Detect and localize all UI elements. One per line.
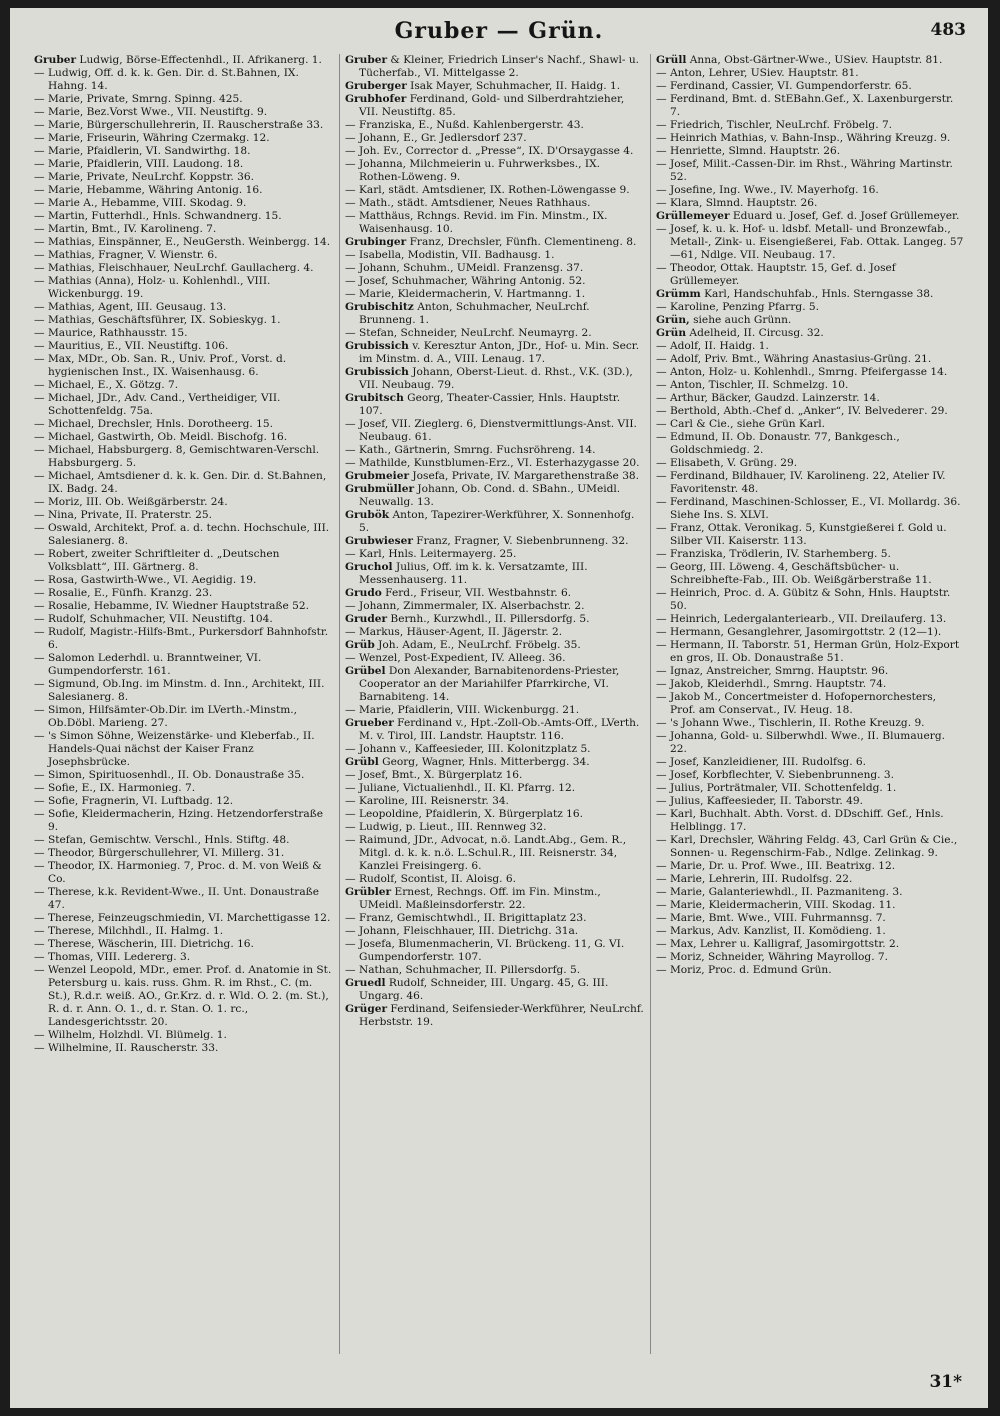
directory-entry: — Georg, III. Löweng. 4, Geschäftsbücher- u. Schreibhefte-Fab., III. Ob. Weißgärberstraße 11. [656,561,932,586]
directory-entry: — Klara, Slmnd. Hauptstr. 26. [656,197,818,209]
directory-entry: Gruchol Julius, Off. im k. k. Versatzamte, III. Messenhauserg. 11. [345,561,588,586]
directory-entry: Grubhofer Ferdinand, Gold- und Silberdrahtzieher, VII. Neustiftg. 85. [345,93,625,118]
surname-heading: Gruberger [345,80,407,92]
directory-entry: Gruber & Kleiner, Friedrich Linser's Nachf., Shawl- u. Tücherfab., VI. Mittelgasse 2. [345,54,640,79]
directory-entry: — Marie, Private, NeuLrchf. Koppstr. 36. [34,171,254,183]
surname-heading: Grübler [345,886,392,898]
directory-entry: — Ludwig, p. Lieut., III. Rennweg 32. [345,821,547,833]
page-header [10,18,988,48]
directory-entry: — Michael, Gastwirth, Ob. Meidl. Bischofg. 16. [34,431,288,443]
directory-entry: — Robert, zweiter Schriftleiter d. „Deutschen Volksblatt“, III. Gärtnerg. 8. [34,548,280,573]
directory-entry: — Edmund, II. Ob. Donaustr. 77, Bankgesch., Goldschmiedg. 2. [656,431,900,456]
surname-heading: Gruber [345,54,388,66]
directory-entry: — Marie, Pfaidlerin, VIII. Laudong. 18. [34,158,244,170]
directory-entry: — Michael, Drechsler, Hnls. Dorotheerg. 15. [34,418,273,430]
directory-entry: — Rosa, Gastwirth-Wwe., VI. Aegidig. 19. [34,574,257,586]
directory-entry: Gruedl Rudolf, Schneider, III. Ungarg. 45, G. III. Ungarg. 46. [345,977,609,1002]
directory-entry: — Franziska, E., Nußd. Kahlenbergerstr. 43. [345,119,584,131]
directory-entry: — Adolf, II. Haidg. 1. [656,340,769,352]
directory-entry: — Rosalie, E., Fünfh. Kranzg. 23. [34,587,213,599]
directory-entry: — Anton, Tischler, II. Schmelzg. 10. [656,379,849,391]
directory-entry: — Markus, Adv. Kanzlist, II. Komödieng. 1. [656,925,886,937]
surname-heading: Grubinger [345,236,407,248]
directory-entry: — Wilhelmine, II. Rauscherstr. 33. [34,1042,219,1054]
directory-entry: — Moriz, Schneider, Währing Mayrollog. 7. [656,951,889,963]
directory-entry: Gruber Ludwig, Börse-Effectenhdl., II. Afrikanerg. 1. [34,54,322,66]
directory-entry: — Franz, Ottak. Veronikag. 5, Kunstgießerei f. Gold u. Silber VII. Kaiserstr. 113. [656,522,947,547]
directory-entry: Grubinger Franz, Drechsler, Fünfh. Clementineng. 8. [345,236,637,248]
directory-entry: — Rudolf, Schuhmacher, VII. Neustiftg. 104. [34,613,273,625]
directory-entry: Grübler Ernest, Rechngs. Off. im Fin. Minstm., UMeidl. Maßleinsdorferstr. 22. [345,886,601,911]
directory-entry: — Karl, Drechsler, Währing Feldg. 43, Carl Grün & Cie., Sonnen- u. Regenschirm-Fab., Ndlge. Zelinkag. 9. [656,834,958,859]
directory-entry: — Mathilde, Kunstblumen-Erz., VI. Esterhazygasse 20. [345,457,640,469]
directory-entry: — Arthur, Bäcker, Gaudzd. Lainzerstr. 14. [656,392,880,404]
directory-entry: — Wenzel Leopold, MDr., emer. Prof. d. Anatomie in St. Petersburg u. kais. russ. Ghm. R. im Rhst., C. (m. St.), R.d.r. weiß. AO., Gr.Krz. d. r. Wld. O. 2. (m. St.), R. d. r. Ann. O. 1., d. r. Stan. O. 1. rc., Landesgerichtsstr. 20. [34,964,332,1028]
column-1 [34,54,334,1354]
surname-heading: Gruber [34,54,77,66]
directory-entry: — Johann, Fleischhauer, III. Dietrichg. 31a. [345,925,579,937]
directory-entry: — Therese, Wäscherin, III. Dietrichg. 16. [34,938,254,950]
directory-entry: Grübel Don Alexander, Barnabitenordens-Priester, Cooperator an der Mariahilfer Pfarrkirche, VI. Barnabiteng. 14. [345,665,620,703]
surname-heading: Grüb [345,639,375,651]
directory-entry: — Heinrich, Proc. d. A. Gübitz & Sohn, Hnls. Hauptstr. 50. [656,587,951,612]
directory-entry: Grubwieser Franz, Fragner, V. Siebenbrunneng. 32. [345,535,629,547]
directory-entry: — Josef, Kanzleidiener, III. Rudolfsg. 6. [656,756,867,768]
directory-entry: — Friedrich, Tischler, NeuLrchf. Fröbelg. 7. [656,119,893,131]
directory-entry: — Maurice, Rathhausstr. 15. [34,327,188,339]
surname-heading: Gruder [345,613,388,625]
directory-entry: — Math., städt. Amtsdiener, Neues Rathhaus. [345,197,591,209]
directory-entry: — Joh. Ev., Corrector d. „Presse“, IX. D'Orsaygasse 4. [345,145,634,157]
directory-entry: — Theodor, IX. Harmonieg. 7, Proc. d. M. von Weiß & Co. [34,860,322,885]
surname-heading: Grüger [345,1003,388,1015]
column-divider [650,54,651,1354]
directory-entry: — Wenzel, Post-Expedient, IV. Alleeg. 36. [345,652,566,664]
directory-entry: — Therese, k.k. Revident-Wwe., II. Unt. Donaustraße 47. [34,886,320,911]
surname-heading: Gruedl [345,977,386,989]
directory-entry: — Moriz, III. Ob. Weißgärberstr. 24. [34,496,228,508]
directory-entry: — Marie, Hebamme, Währing Antonig. 16. [34,184,263,196]
directory-entry: — Therese, Feinzeugschmiedin, VI. Marchettigasse 12. [34,912,331,924]
directory-entry: Grümm Karl, Handschuhfab., Hnls. Sterngasse 38. [656,288,934,300]
directory-entry: — Hermann, Gesanglehrer, Jasomirgottstr. 2 (12—1). [656,626,942,638]
directory-entry: — Raimund, JDr., Advocat, n.ö. Landt.Abg., Gem. R., Mitgl. d. k. k. n.ö. L.Schul.R., III. Reisnerstr. 34, Kanzlei Freisingerg. 6. [345,834,627,872]
surname-heading: Grubitsch [345,392,404,404]
directory-entry: — Johann, Schuhm., UMeidl. Franzensg. 37. [345,262,584,274]
directory-entry: Grubissich v. Keresztur Anton, JDr., Hof- u. Min. Secr. im Minstm. d. A., VIII. Lenaug. 17. [345,340,640,365]
directory-entry: — Berthold, Abth.-Chef d. „Anker“, IV. Belvederег. 29. [656,405,948,417]
page-number: 483 [930,20,966,40]
directory-entry: — Josefa, Blumenmacherin, VI. Brückeng. 11, G. VI. Gumpendorferstr. 107. [345,938,625,963]
directory-entry: — Max, MDr., Ob. San. R., Univ. Prof., Vorst. d. hygienischen Inst., IX. Waisenhausg. 6. [34,353,287,378]
directory-entry: Grüger Ferdinand, Seifensieder-Werkführer, NeuLrchf. Herbststr. 19. [345,1003,644,1028]
surname-heading: Grubischitz [345,301,414,313]
directory-entry: — Josef, k. u. k. Hof- u. ldsbf. Metall- und Bronzewfab., Metall-, Zink- u. Eisengießerei, Fab. Ottak. Langeg. 57—61, Ndlge. VII. Neubaug. 17. [656,223,964,261]
directory-entry: — Jakob M., Concertmeister d. Hofopernorchesters, Prof. am Conservat., IV. Heug. 18. [656,691,937,716]
directory-entry: — Martin, Futterhdl., Hnls. Schwandnerg. 15. [34,210,282,222]
directory-entry: — Thomas, VIII. Ledererg. 3. [34,951,191,963]
directory-entry: Gruder Bernh., Kurzwhdl., II. Pillersdorfg. 5. [345,613,590,625]
surname-heading: Grün [656,327,687,339]
directory-entry: — Michael, Amtsdiener d. k. k. Gen. Dir. d. St.Bahnen, IX. Badg. 24. [34,470,327,495]
directory-entry: — Wilhelm, Holzhdl. VI. Blümelg. 1. [34,1029,227,1041]
directory-entry: — Mathias, Fleischhauer, NeuLrchf. Gaullacherg. 4. [34,262,314,274]
directory-entry: — Marie, Lehrerin, III. Rudolfsg. 22. [656,873,853,885]
directory-entry: — Josef, Bmt., X. Bürgerplatz 16. [345,769,523,781]
directory-entry: Grün, siehe auch Grünn. [656,314,792,326]
directory-entry: — Mathias, Einspänner, E., NeuGersth. Weinbergg. 14. [34,236,331,248]
directory-entry: — Rudolf, Scontist, II. Aloisg. 6. [345,873,517,885]
surname-heading: Grüllemeyer [656,210,730,222]
surname-heading: Grübl [345,756,379,768]
directory-entry: — Mathias, Fragner, V. Wienstr. 6. [34,249,218,261]
directory-entry: — Franziska, Trödlerin, IV. Starhemberg. 5. [656,548,891,560]
directory-entry: — Marie, Dr. u. Prof. Wwe., III. Beatrixg. 12. [656,860,896,872]
surname-heading: Grubwieser [345,535,413,547]
directory-entry: — Johann, E., Gr. Jedlersdorf 237. [345,132,527,144]
directory-entry: — Juliane, Victualienhdl., II. Kl. Pfarrg. 12. [345,782,576,794]
directory-entry: — Josef, Schuhmacher, Währing Antonig. 52. [345,275,586,287]
directory-entry: — Ludwig, Off. d. k. k. Gen. Dir. d. St.Bahnen, IX. Hahng. 14. [34,67,299,92]
directory-entry: — Heinrich, Ledergalanteriearb., VII. Dreilauferg. 13. [656,613,947,625]
directory-entry: Grüllemeyer Eduard u. Josef, Gef. d. Josef Grüllemeyer. [656,210,960,222]
directory-entry: — Kath., Gärtnerin, Smrng. Fuchsröhreng. 14. [345,444,596,456]
directory-entry: — Matthäus, Rchngs. Revid. im Fin. Minstm., IX. Waisenhausg. 10. [345,210,608,235]
surname-heading: Grubmeier [345,470,410,482]
directory-entry: — Marie, Pfaidlerin, VI. Sandwirthg. 18. [34,145,251,157]
directory-entry: — Salomon Lederhdl. u. Branntweiner, VI. Gumpendorferstr. 161. [34,652,262,677]
directory-entry: — Marie, Pfaidlerin, VIII. Wickenburgg. 21. [345,704,580,716]
directory-entry: — Rudolf, Magistr.-Hilfs-Bmt., Purkersdorf Bahnhofstr. 6. [34,626,329,651]
directory-entry: — Anton, Holz- u. Kohlenhdl., Smrng. Pfeifergasse 14. [656,366,948,378]
entry-columns [34,54,972,1354]
directory-entry: — Stefan, Schneider, NeuLrchf. Neumayrg. 2. [345,327,592,339]
directory-entry: — Mathias (Anna), Holz- u. Kohlenhdl., VIII. Wickenburgg. 19. [34,275,271,300]
directory-entry: — Michael, E., X. Götzg. 7. [34,379,179,391]
directory-entry: — Martin, Bmt., IV. Karolineng. 7. [34,223,217,235]
directory-entry: — Karoline, III. Reisnerstr. 34. [345,795,509,807]
directory-entry: Grubissich Johann, Oberst-Lieut. d. Rhst., V.K. (3D.), VII. Neubaug. 79. [345,366,633,391]
directory-entry: — Marie, Bürgerschullehrerin, II. Rauscherstraße 33. [34,119,324,131]
directory-entry: — Marie A., Hebamme, VIII. Skodag. 9. [34,197,247,209]
directory-entry: — Adolf, Priv. Bmt., Währing Anastasius-Grüng. 21. [656,353,932,365]
surname-heading: Grubök [345,509,390,521]
directory-entry: — 's Johann Wwe., Tischlerin, II. Rothe Kreuzg. 9. [656,717,925,729]
directory-entry: — Josef, Milit.-Cassen-Dir. im Rhst., Währing Martinstr. 52. [656,158,953,183]
surname-heading: Grübel [345,665,386,677]
directory-entry: — Marie, Galanteriewhdl., II. Pazmanitеng. 3. [656,886,903,898]
directory-entry: — Ferdinand, Maschinen-Schlosser, E., VI. Mollardg. 36. Siehe Ins. S. XLVI. [656,496,961,521]
directory-entry: — Mathias, Agent, III. Geusaug. 13. [34,301,227,313]
surname-heading: Grueber [345,717,394,729]
directory-entry: — Jakob, Kleiderhdl., Smrng. Hauptstr. 74. [656,678,887,690]
directory-entry: — Johanna, Milchmeierin u. Fuhrwerksbes., IX. Rothen-Löweng. 9. [345,158,600,183]
directory-entry: — Josefine, Ing. Wwe., IV. Mayerhofg. 16. [656,184,879,196]
directory-entry: — Sigmund, Ob.Ing. im Minstm. d. Inn., Architekt, III. Salesianerg. 8. [34,678,325,703]
directory-entry: Grubmüller Johann, Ob. Cond. d. SBahn., UMeidl. Neuwallg. 13. [345,483,621,508]
directory-entry: — Isabella, Modistin, VII. Badhausg. 1. [345,249,555,261]
directory-entry: — Anton, Lehrer, USiev. Hauptstr. 81. [656,67,859,79]
directory-entry: — Heinrich Mathias, v. Bahn-Insp., Währing Kreuzg. 9. [656,132,951,144]
surname-heading: Grubhofer [345,93,407,105]
signature-mark: 31* [929,1372,962,1392]
directory-entry: — Johann, Zimmermaler, IX. Alserbachstr. 2. [345,600,585,612]
directory-entry: — Julius, Porträtmaler, VII. Schottenfeldg. 1. [656,782,897,794]
directory-entry: Gruberger Isak Mayer, Schuhmacher, II. Haidg. 1. [345,80,621,92]
surname-heading: Grudo [345,587,382,599]
directory-entry: — Karl, städt. Amtsdiener, IX. Rothen-Löwengasse 9. [345,184,630,196]
directory-entry: Grubök Anton, Tapezirer-Werkführer, X. Sonnenhofg. 5. [345,509,635,534]
directory-entry: — Theodor, Bürgerschullehrer, VI. Millerg. 31. [34,847,285,859]
surname-heading: Grümm [656,288,701,300]
directory-entry: — Michael, Habsburgerg. 8, Gemischtwaren-Verschl. Habsburgerg. 5. [34,444,320,469]
directory-entry: — Karl, Buchhalt. Abth. Vorst. d. DDschiff. Gef., Hnls. Helblingg. 17. [656,808,944,833]
directory-entry: — Marie, Kleidermacherin, V. Hartmanng. 1. [345,288,586,300]
directory-entry: — Ferdinand, Bildhauer, IV. Karolineng. 22, Atelier IV. Favoritenstr. 48. [656,470,946,495]
directory-entry: — Marie, Bez.Vorst Wwe., VII. Neustiftg. 9. [34,106,268,118]
directory-entry: — Sofie, Kleidermacherin, Hzing. Hetzendorferstraße 9. [34,808,324,833]
surname-heading: Grün, [656,314,690,326]
directory-entry: — Julius, Kaffeesieder, II. Taborstr. 49. [656,795,863,807]
directory-entry: Grüll Anna, Obst-Gärtner-Wwe., USiev. Hauptstr. 81. [656,54,943,66]
directory-entry: — Nathan, Schuhmacher, II. Pillersdorfg. 5. [345,964,581,976]
directory-entry: Grubmeier Josefa, Private, IV. Margarethenstraße 38. [345,470,640,482]
directory-entry: — Karl, Hnls. Leitermayerg. 25. [345,548,517,560]
directory-entry: — Oswald, Architekt, Prof. a. d. techn. Hochschule, III. Salesianerg. 8. [34,522,330,547]
directory-entry: — Stefan, Gemischtw. Verschl., Hnls. Stiftg. 48. [34,834,290,846]
directory-entry: — Nina, Private, II. Praterstr. 25. [34,509,213,521]
directory-entry: — Carl & Cie., siehe Grün Karl. [656,418,826,430]
directory-entry: — Simon, Hilfsämter-Ob.Dir. im LVerth.-Minstm., Ob.Döbl. Marieng. 27. [34,704,297,729]
directory-entry: — Josef, VII. Zieglerg. 6, Dienstvermittlungs-Anst. VII. Neubaug. 61. [345,418,637,443]
directory-entry: — Mauritius, E., VII. Neustiftg. 106. [34,340,229,352]
directory-entry: — Rosalie, Hebamme, IV. Wiedner Hauptstraße 52. [34,600,309,612]
directory-entry: — 's Simon Söhne, Weizenstärke- und Kleberfab., II. Handels-Quai nächst der Kaiser Franz Josephsbrücke. [34,730,315,768]
surname-heading: Grubissich [345,366,409,378]
directory-entry: Grudo Ferd., Friseur, VII. Westbahnstr. 6. [345,587,572,599]
directory-entry: — Elisabeth, V. Grüng. 29. [656,457,798,469]
directory-entry: — Ferdinand, Cassier, VI. Gumpendorferstr. 65. [656,80,912,92]
directory-entry: — Marie, Private, Smrng. Spinng. 425. [34,93,243,105]
directory-entry: — Sofie, Fragnerin, VI. Luftbadg. 12. [34,795,234,807]
directory-entry: — Ignaz, Anstreicher, Smrng. Hauptstr. 96. [656,665,889,677]
directory-entry: — Hermann, II. Taborstr. 51, Herman Grün, Holz-Export en gros, II. Ob. Donaustraße 51. [656,639,960,664]
surname-heading: Gruchol [345,561,393,573]
directory-entry: — Josef, Korbflechter, V. Siebenbrunneng. 3. [656,769,895,781]
directory-entry: — Johanna, Gold- u. Silberwhdl. Wwe., II. Blumauerg. 22. [656,730,945,755]
surname-heading: Grubmüller [345,483,415,495]
directory-entry: — Franz, Gemischtwhdl., II. Brigittaplatz 23. [345,912,587,924]
directory-entry: — Simon, Spirituosenhdl., II. Ob. Donaustraße 35. [34,769,305,781]
directory-entry: Grübl Georg, Wagner, Hnls. Mitterbergg. 34. [345,756,590,768]
directory-entry: — Theodor, Ottak. Hauptstr. 15, Gef. d. Josef Grüllemeyer. [656,262,896,287]
column-2 [345,54,645,1354]
directory-entry: — Mathias, Geschäftsführer, IX. Sobieskyg. 1. [34,314,281,326]
directory-entry: — Moriz, Proc. d. Edmund Grün. [656,964,832,976]
directory-entry: — Sofie, E., IX. Harmonieg. 7. [34,782,196,794]
directory-entry: — Therese, Milchhdl., II. Halmg. 1. [34,925,224,937]
surname-heading: Grubissich [345,340,409,352]
running-head: Gruber — Grün. [394,18,604,44]
directory-entry: Grüb Joh. Adam, E., NeuLrchf. Fröbelg. 35. [345,639,581,651]
directory-entry: Grün Adelheid, II. Circusg. 32. [656,327,824,339]
directory-entry: — Marie, Kleidermacherin, VIII. Skodag. 11. [656,899,896,911]
directory-entry: — Max, Lehrer u. Kalligraf, Jasomirgottstr. 2. [656,938,900,950]
directory-entry: — Henriette, Slmnd. Hauptstr. 26. [656,145,841,157]
directory-entry: — Johann v., Kaffeesieder, III. Kolonitzplatz 5. [345,743,591,755]
directory-page [10,8,988,1408]
directory-entry: — Ferdinand, Bmt. d. StEBahn.Gef., X. Laxenburgerstr. 7. [656,93,954,118]
directory-entry: Grubischitz Anton, Schuhmacher, NeuLrchf. Brunneng. 1. [345,301,590,326]
directory-entry: — Marie, Bmt. Wwe., VIII. Fuhrmannsg. 7. [656,912,886,924]
surname-heading: Grüll [656,54,687,66]
column-divider [339,54,340,1354]
directory-entry: Grubitsch Georg, Theater-Cassier, Hnls. Hauptstr. 107. [345,392,621,417]
directory-entry: — Marie, Friseurin, Währing Czermakg. 12. [34,132,270,144]
directory-entry: Grueber Ferdinand v., Hpt.-Zoll-Ob.-Amts-Off., LVerth. M. v. Tirol, III. Landstr. Hauptstr. 116. [345,717,640,742]
directory-entry: — Karoline, Penzing Pfarrg. 5. [656,301,820,313]
directory-entry: — Michael, JDr., Adv. Cand., Vertheidiger, VII. Schottenfeldg. 75a. [34,392,281,417]
directory-entry: — Markus, Häuser-Agent, II. Jägerstr. 2. [345,626,563,638]
directory-entry: — Leopoldine, Pfaidlerin, X. Bürgerplatz 16. [345,808,583,820]
column-3 [656,54,964,1354]
